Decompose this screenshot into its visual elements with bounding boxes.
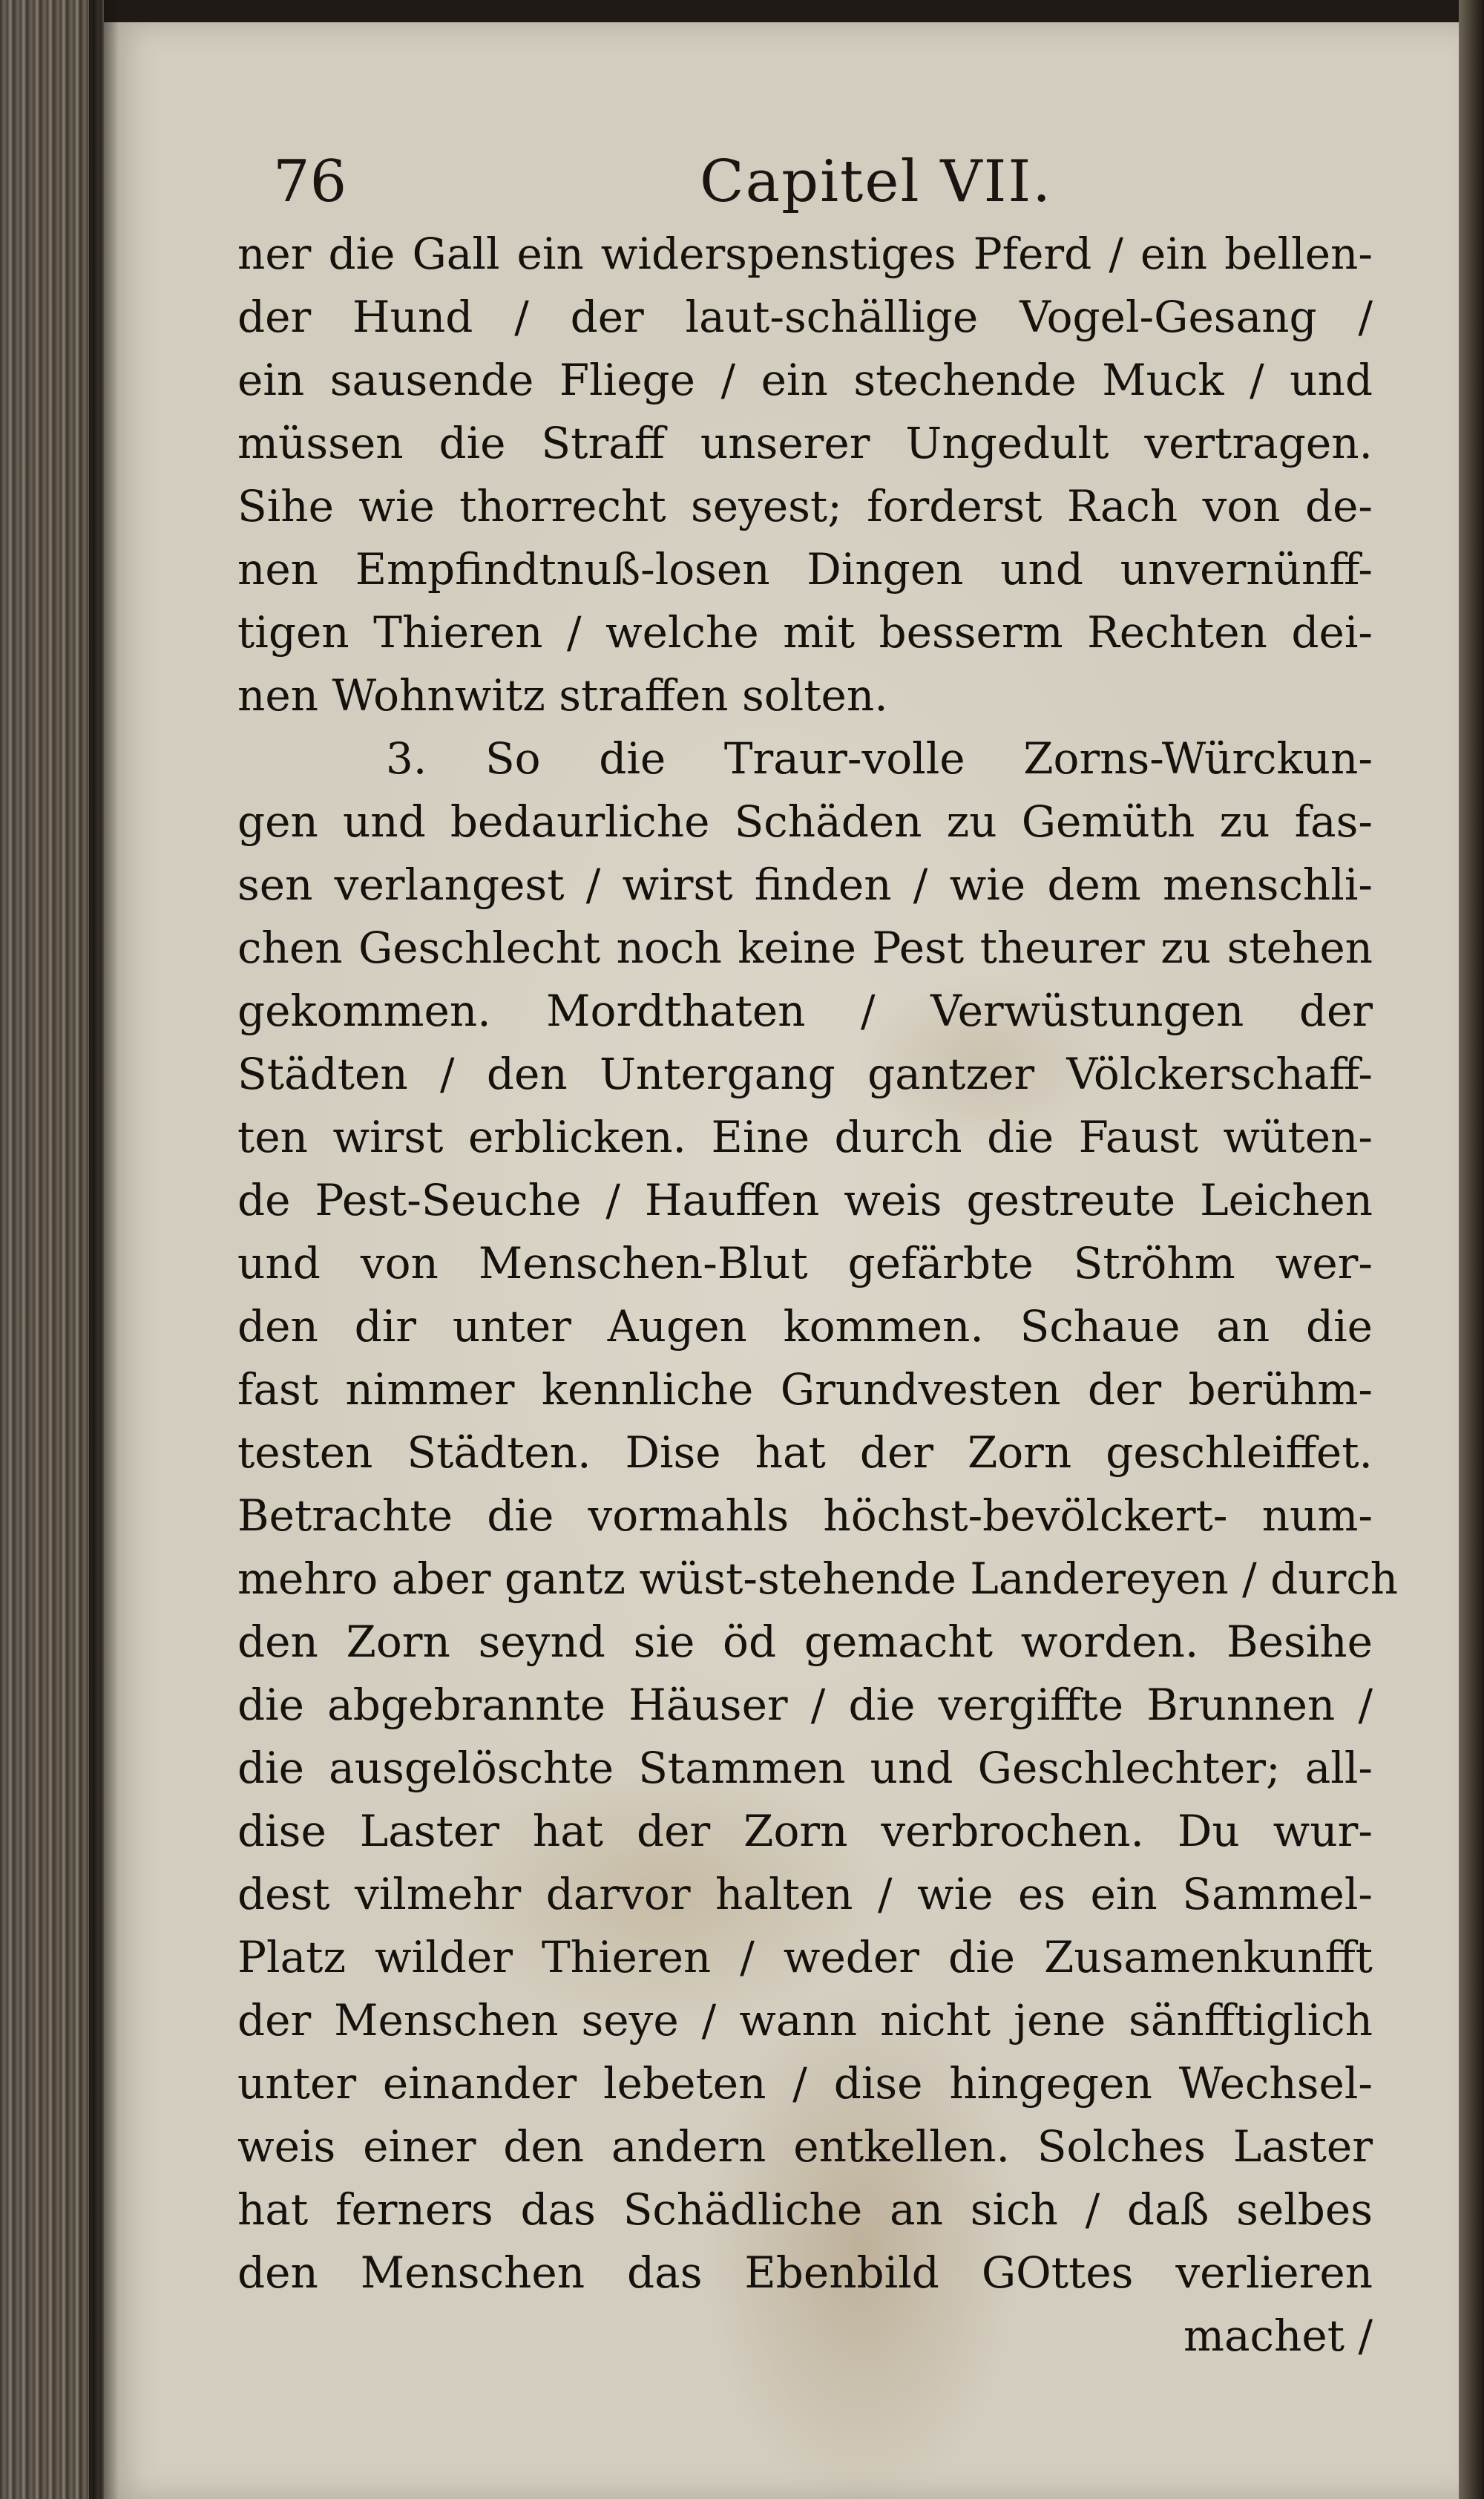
text-line: dest vilmehr darvor halten / wie es ein Sammel- <box>237 1869 1373 1919</box>
catchword-line: machet / <box>1183 2310 1373 2361</box>
text-line: den dir unter Augen kommen. Schaue an die <box>237 1301 1373 1352</box>
text-line: unter einander lebeten / dise hingegen Wechsel- <box>237 2058 1373 2109</box>
body-text <box>237 223 1399 2368</box>
text-line: die ausgelöschte Stammen und Geschlechter; all- <box>237 1743 1373 1793</box>
page-header <box>154 148 1416 215</box>
gutter-shadow <box>89 0 119 2499</box>
text-line: der Hund / der laut-schällige Vogel-Gesang / <box>237 292 1373 342</box>
text-line: weis einer den andern entkellen. Solches Laster <box>237 2121 1373 2172</box>
text-line: dise Laster hat der Zorn verbrochen. Du wur- <box>237 1806 1373 1856</box>
running-title: Capitel VII. <box>700 148 1053 215</box>
text-line: müssen die Straff unserer Ungedult vertragen. <box>237 418 1373 468</box>
text-line: gen und bedaurliche Schäden zu Gemüth zu fas- <box>237 796 1373 847</box>
text-line: den Zorn seynd sie öd gemacht worden. Besihe <box>237 1617 1373 1667</box>
text-line: Sihe wie thorrecht seyest; forderst Rach von de- <box>237 481 1373 531</box>
text-line: und von Menschen-Blut gefärbte Ströhm wer- <box>237 1238 1373 1288</box>
text-line: Städten / den Untergang gantzer Völckerschaff- <box>237 1049 1373 1099</box>
text-line: sen verlangest / wirst finden / wie dem menschli- <box>237 859 1373 910</box>
text-line: Betrachte die vormahls höchst-bevölckert- num- <box>237 1490 1373 1541</box>
paragraph-start-line: 3. So die Traur-volle Zorns-Würckun- <box>386 733 1373 784</box>
text-line: ten wirst erblicken. Eine durch die Faust wüten- <box>237 1112 1373 1162</box>
text-line: ein sausende Fliege / ein stechende Muck / und <box>237 355 1373 405</box>
text-line: mehro aber gantz wüst-stehende Landereyen / durch <box>237 1553 1399 1604</box>
right-page-edge <box>1459 0 1484 2499</box>
book-binding-edge <box>0 0 104 2499</box>
text-line: nen Wohnwitz straffen solten. <box>237 670 888 721</box>
text-line: tigen Thieren / welche mit besserm Rechten dei- <box>237 607 1373 658</box>
text-line: de Pest-Seuche / Hauffen weis gestreute Leichen <box>237 1175 1373 1225</box>
text-line: gekommen. Mordthaten / Verwüstungen der <box>237 986 1373 1036</box>
text-line: fast nimmer kennliche Grundvesten der berühm- <box>237 1364 1373 1415</box>
text-line: die abgebrannte Häuser / die vergiffte Brunnen / <box>237 1680 1373 1730</box>
text-line: chen Geschlecht noch keine Pest theurer zu stehen <box>237 923 1373 973</box>
text-line: testen Städten. Dise hat der Zorn geschleiffet. <box>237 1427 1373 1478</box>
text-line: nen Empfindtnuß-losen Dingen und unvernünff- <box>237 544 1373 595</box>
text-line: den Menschen das Ebenbild GOttes verlieren <box>237 2247 1373 2298</box>
page-number: 76 <box>273 148 347 215</box>
text-line: Platz wilder Thieren / weder die Zusamenkunfft <box>237 1932 1373 1982</box>
text-line: ner die Gall ein widerspenstiges Pferd / ein bellen- <box>237 229 1373 279</box>
text-line: hat ferners das Schädliche an sich / daß selbes <box>237 2184 1373 2235</box>
text-line: der Menschen seye / wann nicht jene sänfftiglich <box>237 1995 1373 2046</box>
